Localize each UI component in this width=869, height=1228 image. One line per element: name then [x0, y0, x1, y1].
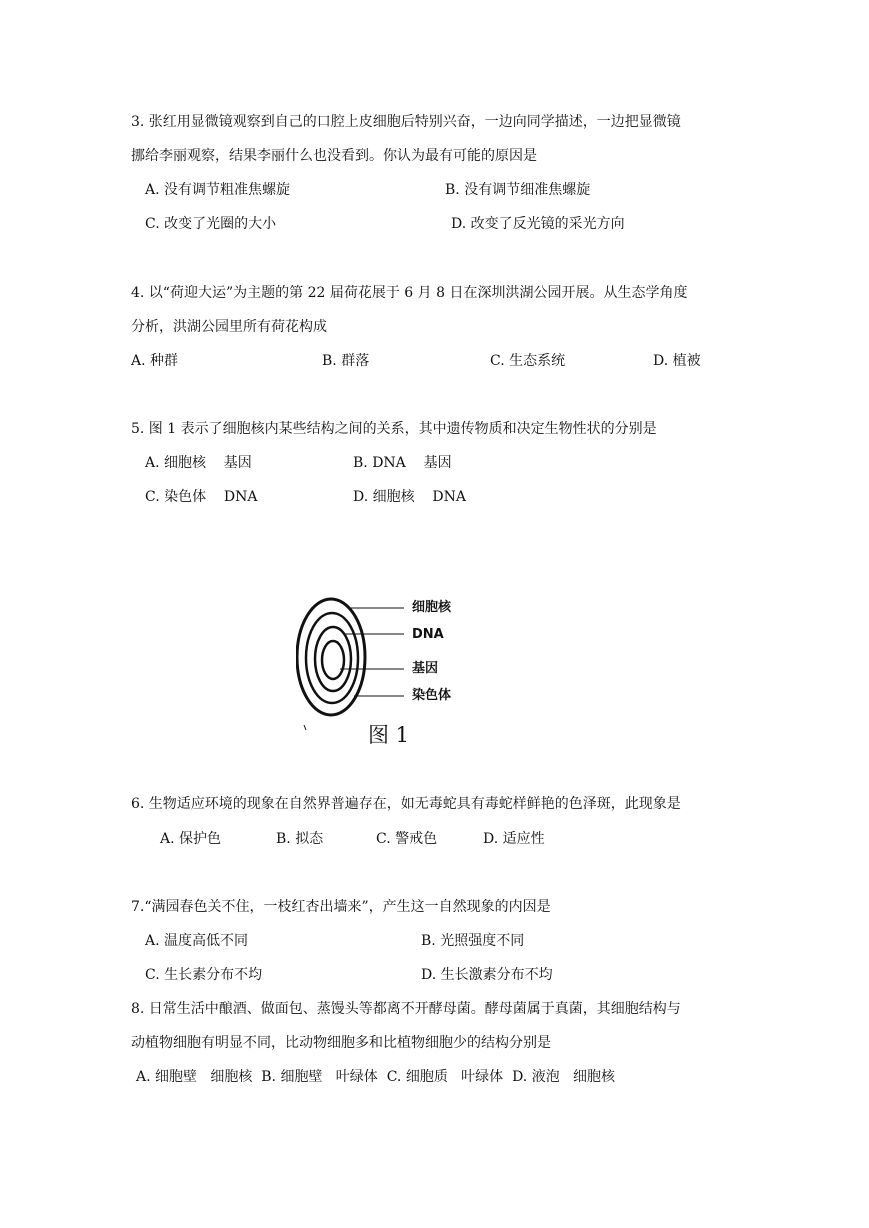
q8-stem-line2: 动植物细胞有明显不同，比动物细胞多和比植物细胞少的结构分别是: [131, 1035, 551, 1051]
q4-option-d: D. 植被: [653, 353, 701, 369]
q7-stem-line1: 7.“满园春色关不住，一枝红杏出墙来”，产生这一自然现象的内因是: [131, 899, 551, 915]
q7-option-a: A. 温度高低不同: [145, 933, 249, 949]
q8-options: A. 细胞壁 细胞核 B. 细胞壁 叶绿体 C. 细胞质 叶绿体 D. 液泡 细胞核: [136, 1069, 616, 1085]
q5-option-d: D. 细胞核 DNA: [353, 489, 467, 505]
q7-option-b: B. 光照强度不同: [421, 933, 525, 949]
q7-option-c: C. 生长素分布不均: [145, 967, 263, 983]
figure-label-nucleus: 细胞核: [412, 600, 452, 615]
q3-stem-line2: 挪给李丽观察，结果李丽什么也没看到。你认为最有可能的原因是: [131, 148, 537, 164]
figure-label-dna: DNA: [412, 627, 444, 642]
q4-stem-line2: 分析，洪湖公园里所有荷花构成: [131, 319, 327, 335]
q4-option-a: A. 种群: [131, 353, 179, 369]
q6-option-c: C. 警戒色: [376, 831, 438, 847]
figure-caption: 图 1: [368, 723, 410, 747]
q3-option-b: B. 没有调节细准焦螺旋: [445, 182, 591, 198]
figure-1: [296, 592, 466, 752]
q6-option-b: B. 拟态: [276, 831, 324, 847]
q7-option-d: D. 生长激素分布不均: [421, 967, 553, 983]
q6-option-d: D. 适应性: [483, 831, 545, 847]
q3-stem-line1: 3. 张红用显微镜观察到自己的口腔上皮细胞后特别兴奋，一边向同学描述，一边把显微镜: [131, 114, 681, 130]
q5-stem-line1: 5. 图 1 表示了细胞核内某些结构之间的关系，其中遗传物质和决定生物性状的分别是: [131, 421, 657, 437]
q4-option-c: C. 生态系统: [490, 353, 566, 369]
q3-option-d: D. 改变了反光镜的采光方向: [451, 216, 625, 232]
q5-option-b: B. DNA 基因: [353, 455, 452, 471]
q3-option-a: A. 没有调节粗准焦螺旋: [145, 182, 291, 198]
figure-label-gene: 基因: [412, 661, 439, 676]
q3-option-c: C. 改变了光圈的大小: [145, 216, 277, 232]
q8-stem-line1: 8. 日常生活中酿酒、做面包、蒸馒头等都离不开酵母菌。酵母菌属于真菌，其细胞结构与: [131, 1001, 681, 1017]
q4-stem-line1: 4. 以“荷迎大运”为主题的第 22 届荷花展于 6 月 8 日在深圳洪湖公园开展。从生态学角度: [131, 285, 688, 301]
q5-option-a: A. 细胞核 基因: [145, 455, 252, 471]
q6-stem-line1: 6. 生物适应环境的现象在自然界普遍存在，如无毒蛇具有毒蛇样鲜艳的色泽斑，此现象是: [131, 796, 681, 812]
q5-option-c: C. 染色体 DNA: [145, 489, 258, 505]
q4-option-b: B. 群落: [322, 353, 370, 369]
q6-option-a: A. 保护色: [160, 831, 222, 847]
figure-label-chromosome: 染色体: [412, 688, 452, 703]
